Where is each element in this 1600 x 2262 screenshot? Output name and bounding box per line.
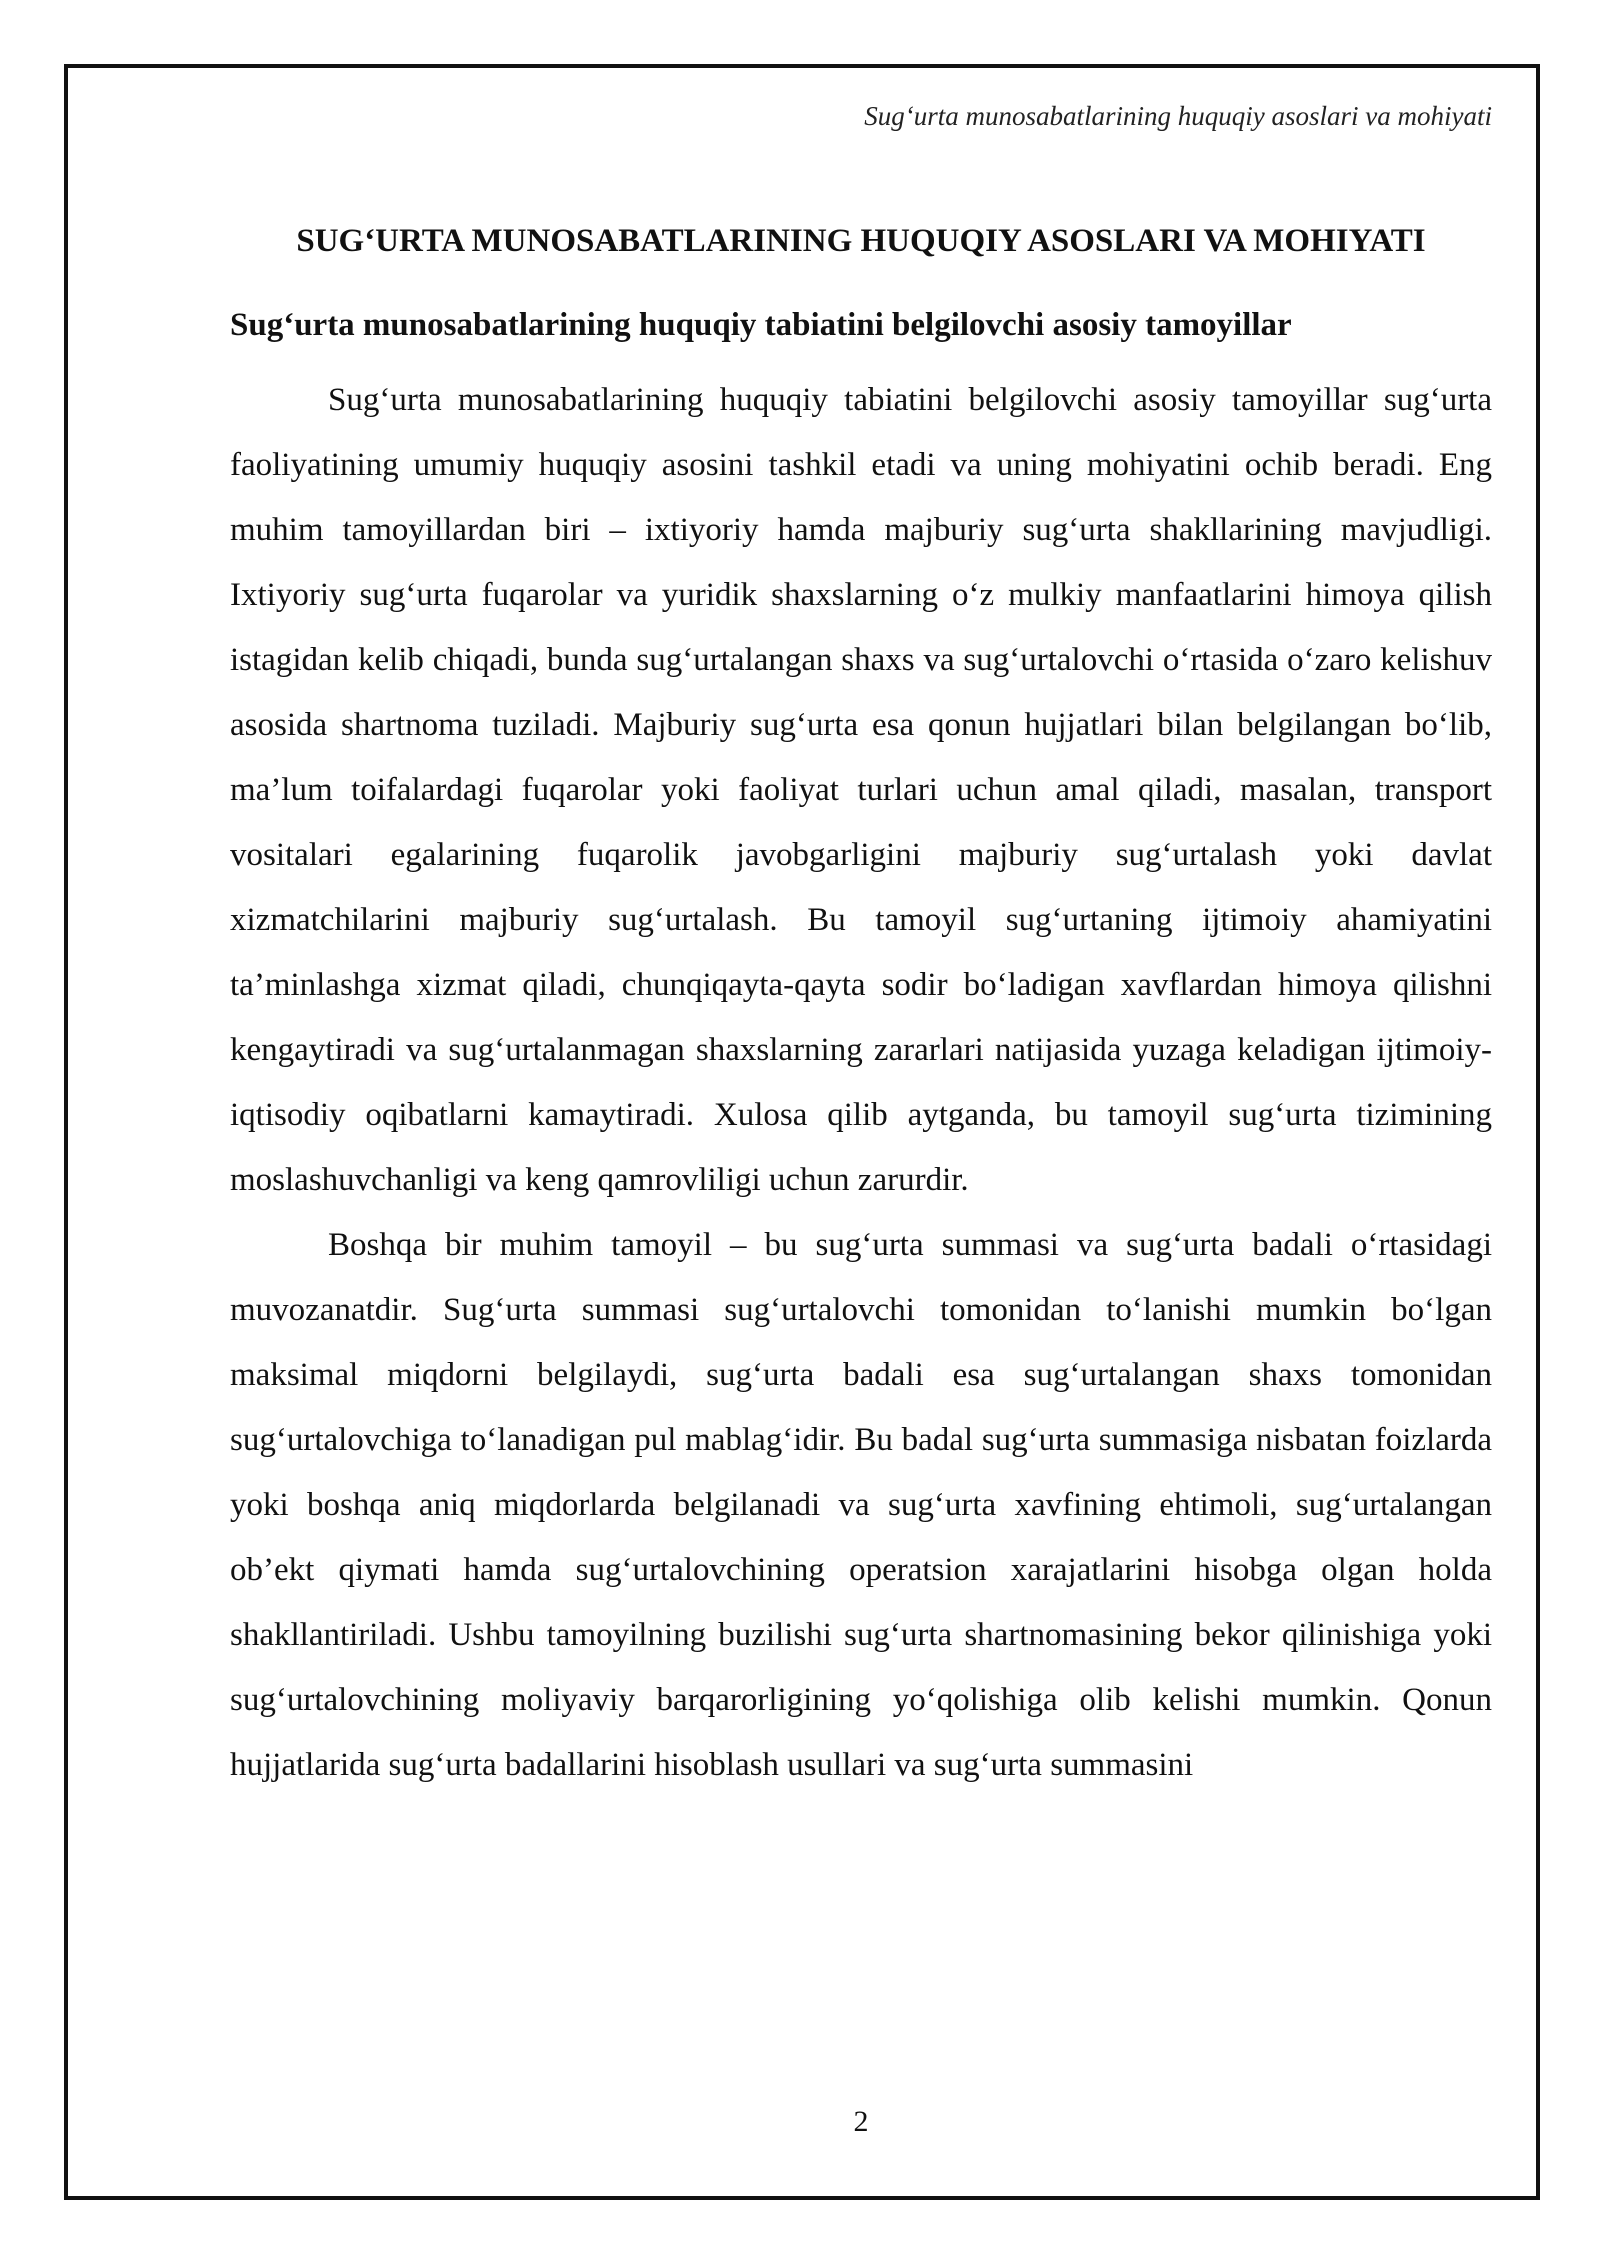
body-paragraph-1: Sug‘urta munosabatlarining huquqiy tabiatini belgilovchi asosiy tamoyillar sug‘urta faoliyatining umumiy huquqiy asosini tashkil etadi va uning mohiyatini ochib beradi. Eng muhim tamoyillardan biri – ixtiyoriy hamda majburiy sug‘urta shakllarining mavjudligi. Ixtiyoriy sug‘urta fuqarolar va yuridik shaxslarning o‘z mulkiy manfaatlarini himoya qilish istagidan kelib chiqadi, bunda sug‘urtalangan shaxs va sug‘urtalovchi o‘rtasida o‘zaro kelishuv asosida shartnoma tuziladi. Majburiy sug‘urta esa qonun hujjatlari bilan belgilangan bo‘lib, ma’lum toifalardagi fuqarolar yoki faoliyat turlari uchun amal qiladi, masalan, transport vositalari egalarining fuqarolik javobgarligini majburiy sug‘urtalash yoki davlat xizmatchilarini majburiy sug‘urtalash. Bu tamoyil sug‘urtaning ijtimoiy ahamiyatini ta’minlashga xizmat qiladi, chunqiqayta-qayta sodir bo‘ladigan xavflardan himoya qilishni kengaytiradi va sug‘urtalanmagan shaxslarning zararlari natijasida yuzaga keladigan ijtimoiy-iqtisodiy oqibatlarni kamaytiradi. Xulosa qilib aytganda, bu tamoyil sug‘urta tizimining moslashuvchanligi va keng qamrovliligi uchun zarurdir.	[230, 382, 1492, 1198]
document-body	[230, 208, 1492, 1798]
body-paragraph-2: Boshqa bir muhim tamoyil – bu sug‘urta summasi va sug‘urta badali o‘rtasidagi muvozanatdir. Sug‘urta summasi sug‘urtalovchi tomonidan to‘lanishi mumkin bo‘lgan maksimal miqdorni belgilaydi, sug‘urta badali esa sug‘urtalangan shaxs tomonidan sug‘urtalovchiga to‘lanadigan pul mablag‘idir. Bu badal sug‘urta summasiga nisbatan foizlarda yoki boshqa aniq miqdorlarda belgilanadi va sug‘urta xavfining ehtimoli, sug‘urtalangan ob’ekt qiymati hamda sug‘urtalovchining operatsion xarajatlarini hisobga olgan holda shakllantiriladi. Ushbu tamoyilning buzilishi sug‘urta shartnomasining bekor qilinishiga yoki sug‘urtalovchining moliyaviy barqarorligining yo‘qolishiga olib kelishi mumkin. Qonun hujjatlarida sug‘urta badallarini hisoblash usullari va sug‘urta summasini	[230, 1227, 1492, 1783]
section-heading: Sug‘urta munosabatlarining huquqiy tabiatini belgilovchi asosiy tamoyillar	[230, 307, 1292, 343]
running-header: Sug‘urta munosabatlarining huquqiy asoslari va mohiyati	[864, 101, 1492, 131]
document-title: SUG‘URTA MUNOSABATLARINING HUQUQIY ASOSLARI VA MOHIYATI	[296, 223, 1426, 259]
page-number: 2	[853, 2105, 869, 2138]
